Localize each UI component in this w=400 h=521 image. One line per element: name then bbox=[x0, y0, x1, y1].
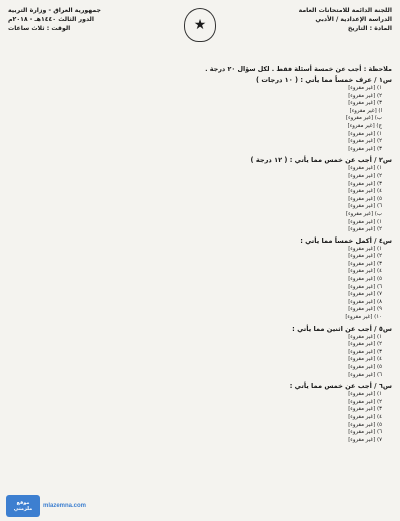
emblem-icon: ★ bbox=[184, 8, 216, 42]
question-line: ٢) [غير مقروء] bbox=[348, 341, 382, 348]
question-line: ٤) [غير مقروء] bbox=[348, 188, 382, 195]
question-line: ١) [غير مقروء] bbox=[348, 391, 382, 398]
question-line: ٢) [غير مقروء] bbox=[348, 138, 382, 145]
question-line: ٦) [غير مقروء] bbox=[348, 283, 382, 290]
question-line: ١) [غير مقروء] bbox=[348, 245, 382, 252]
question-line: أ) [غير مقروء] bbox=[349, 107, 382, 114]
header-right-block bbox=[272, 6, 392, 33]
logo-line-1: موقع bbox=[16, 500, 30, 506]
question-line: ٧) [غير مقروء] bbox=[348, 436, 382, 443]
question-6-heading: س٦ / أجب عن خمس مما يأتي : bbox=[289, 382, 392, 391]
committee-name: اللجنة الدائمة للامتحانات العامة bbox=[298, 7, 392, 14]
question-line: ٤) [غير مقروء] bbox=[348, 413, 382, 420]
question-line: ١) [غير مقروء] bbox=[348, 165, 382, 172]
question-line: ٤) [غير مقروء] bbox=[348, 268, 382, 275]
question-line: ٥) [غير مقروء] bbox=[348, 421, 382, 428]
question-line: ٣) [غير مقروء] bbox=[348, 100, 382, 107]
question-6 bbox=[8, 382, 392, 444]
question-line: ١٠) [غير مقروء] bbox=[345, 314, 382, 321]
question-line: ٢) [غير مقروء] bbox=[348, 172, 382, 179]
question-line: ٥) [غير مقروء] bbox=[348, 195, 382, 202]
question-5-heading: س٥ / أجب عن اثنين مما يأتي : bbox=[292, 324, 392, 333]
question-line: ٣) [غير مقروء] bbox=[348, 180, 382, 187]
question-line: ٦) [غير مقروء] bbox=[348, 203, 382, 210]
question-1-heading: س١ / عرف خمساً مما يأتي : ( ١٠ درجات ) bbox=[256, 76, 392, 84]
question-line: ٨) [غير مقروء] bbox=[348, 298, 382, 305]
header-left-block bbox=[8, 6, 128, 33]
question-line: ١) [غير مقروء] bbox=[348, 130, 382, 137]
question-line: ج) [غير مقروء] bbox=[347, 122, 382, 129]
question-line: ٦) [غير مقروء] bbox=[348, 429, 382, 436]
logo-line-2: ملزمتي bbox=[13, 506, 33, 512]
question-line: ٢) [غير مقروء] bbox=[348, 398, 382, 405]
question-line: ١) [غير مقروء] bbox=[348, 218, 382, 225]
question-line: ٤) [غير مقروء] bbox=[348, 356, 382, 363]
question-line: ١) [غير مقروء] bbox=[348, 333, 382, 340]
question-line: ٣) [غير مقروء] bbox=[348, 260, 382, 267]
question-2 bbox=[8, 156, 392, 233]
question-4 bbox=[8, 237, 392, 322]
question-line: ٣) [غير مقروء] bbox=[348, 348, 382, 355]
question-4-heading: س٤ / أكمل خمساً مما يأتي : bbox=[300, 236, 392, 245]
site-url[interactable]: mlazemna.com bbox=[43, 503, 87, 509]
ministry-name: جمهورية العراق - وزارة التربية bbox=[8, 7, 101, 14]
subject-name: المادة : التاريخ bbox=[347, 25, 392, 32]
question-line: ب) [غير مقروء] bbox=[346, 115, 382, 122]
site-watermark[interactable] bbox=[6, 495, 86, 517]
exam-header bbox=[8, 6, 392, 64]
question-line: ب) [غير مقروء] bbox=[346, 210, 382, 217]
question-line: ٣) [غير مقروء] bbox=[348, 145, 382, 152]
question-line: ٥) [غير مقروء] bbox=[348, 364, 382, 370]
question-line: ٦) [غير مقروء] bbox=[348, 371, 382, 378]
exam-note: ملاحظة : أجب عن خمسة أسئلة فقط . لكل سؤال ٢٠ درجة . bbox=[205, 65, 392, 73]
question-5 bbox=[8, 325, 392, 380]
question-line: ٢) [غير مقروء] bbox=[348, 253, 382, 260]
question-line: ٢) [غير مقروء] bbox=[348, 92, 382, 99]
question-2-heading: س٢ / أجب عن خمس مما يأتي : ( ١٢ درجة ) bbox=[250, 156, 392, 165]
question-line: ٩) [غير مقروء] bbox=[348, 306, 382, 313]
site-logo-icon bbox=[6, 495, 40, 517]
question-line: ٢) [غير مقروء] bbox=[348, 226, 382, 233]
question-line: ٥) [غير مقروء] bbox=[348, 276, 382, 283]
exam-duration: الوقت : ثلاث ساعات bbox=[8, 25, 71, 32]
question-line: ١) [غير مقروء] bbox=[348, 85, 382, 91]
question-line: ٣) [غير مقروء] bbox=[348, 406, 382, 413]
question-line: ٧) [غير مقروء] bbox=[348, 291, 382, 298]
exam-session: الدور الثالث ١٤٤٠هـ - ٢٠١٨م bbox=[8, 16, 94, 23]
question-1 bbox=[8, 76, 392, 153]
study-level: الدراسة الإعدادية / الأدبي bbox=[315, 16, 392, 23]
